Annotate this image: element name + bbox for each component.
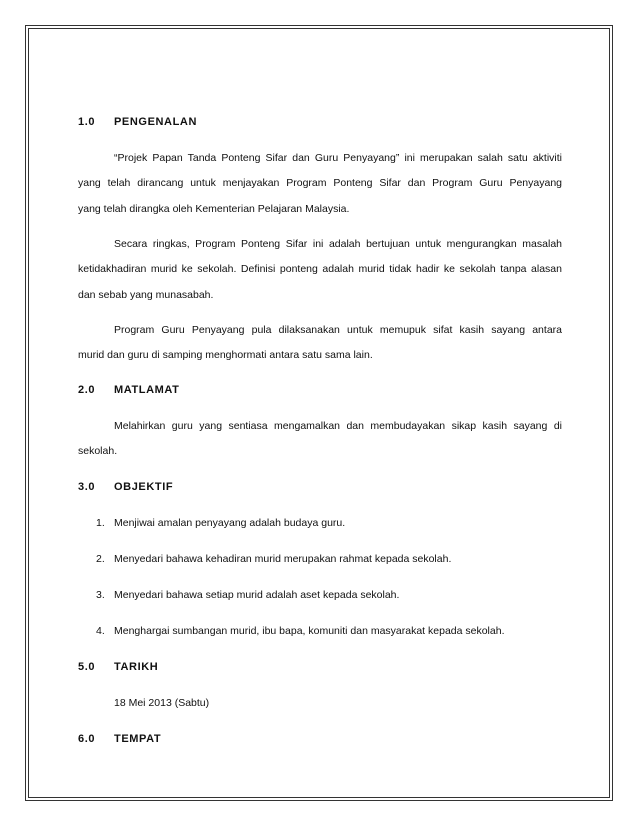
paragraph-line: dan sebab yang munasabah.: [78, 289, 214, 301]
list-number: 3.: [96, 589, 105, 601]
date-value: 18 Mei 2013 (Sabtu): [114, 697, 210, 709]
paragraph-line: yang telah dirancang untuk menjayakan Program Ponteng Sifar dan Program Guru Penyayang: [78, 177, 562, 189]
list-text: Menyedari bahawa kehadiran murid merupakan rahmat kepada sekolah.: [114, 553, 452, 565]
paragraph-line: “Projek Papan Tanda Ponteng Sifar dan Guru Penyayang” ini merupakan salah satu aktiviti: [114, 152, 562, 164]
paragraph-line: yang telah dirangka oleh Kementerian Pelajaran Malaysia.: [78, 203, 350, 215]
section-number: 1.0: [78, 116, 96, 128]
paragraph-line: Secara ringkas, Program Ponteng Sifar ini adalah bertujuan untuk mengurangkan masalah: [114, 238, 562, 250]
section-number: 5.0: [78, 661, 96, 673]
list-item: [96, 517, 345, 529]
paragraph-line: Melahirkan guru yang sentiasa mengamalkan dan membudayakan sikap kasih sayang di: [114, 420, 562, 432]
section-title: TEMPAT: [114, 733, 162, 745]
list-number: 4.: [96, 625, 105, 637]
list-number: 1.: [96, 517, 105, 529]
section-title: PENGENALAN: [114, 116, 198, 128]
list-number: 2.: [96, 553, 105, 565]
section-number: 2.0: [78, 384, 96, 396]
section-title: MATLAMAT: [114, 384, 180, 396]
paragraph-line: Program Guru Penyayang pula dilaksanakan untuk memupuk sifat kasih sayang antara: [114, 324, 562, 336]
list-item: [96, 553, 451, 565]
section-title: OBJEKTIF: [114, 481, 174, 493]
paragraph-line: murid dan guru di samping menghormati antara satu sama lain.: [78, 349, 373, 361]
page-border-inner: [28, 28, 610, 798]
list-text: Menyedari bahawa setiap murid adalah aset kepada sekolah.: [114, 589, 400, 601]
section-number: 3.0: [78, 481, 96, 493]
list-item: [96, 625, 504, 637]
list-text: Menghargai sumbangan murid, ibu bapa, komuniti dan masyarakat kepada sekolah.: [114, 625, 505, 637]
paragraph-line: sekolah.: [78, 445, 118, 457]
paragraph-line: ketidakhadiran murid ke sekolah. Definisi ponteng adalah murid tidak hadir ke sekolah tanpa alasan: [78, 263, 562, 275]
list-text: Menjiwai amalan penyayang adalah budaya guru.: [114, 517, 346, 529]
section-title: TARIKH: [114, 661, 159, 673]
section-number: 6.0: [78, 733, 96, 745]
list-item: [96, 589, 399, 601]
